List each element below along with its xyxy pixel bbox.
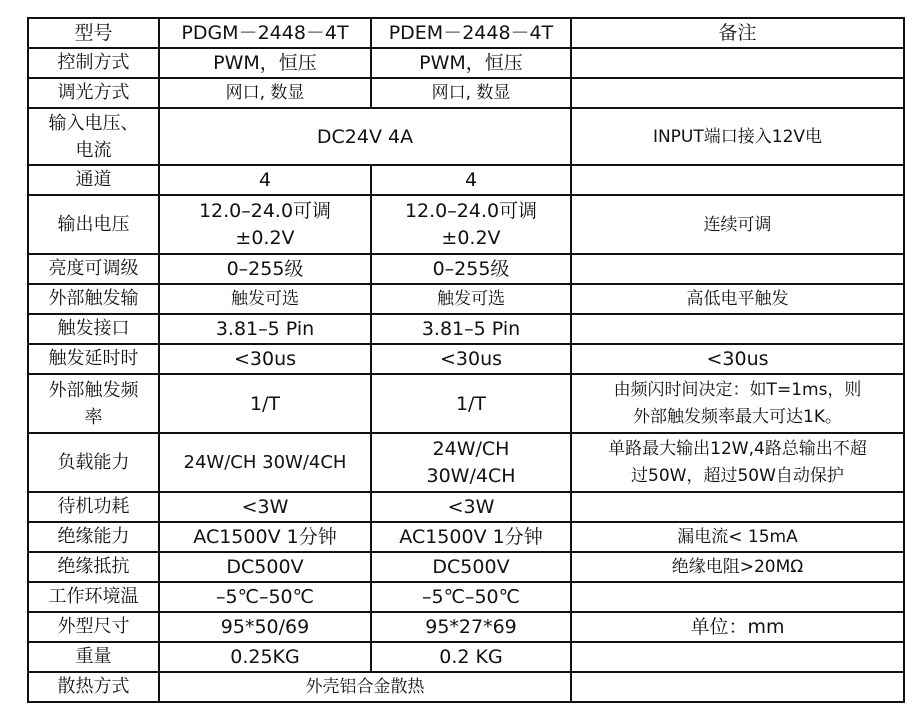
row-label: 绝缘抵抗 — [28, 552, 159, 582]
merged-value: 外壳铝合金散热 — [159, 672, 571, 702]
value-line: 12.0–24.0可调 — [198, 199, 332, 222]
row-label: 触发延时时 — [28, 344, 159, 374]
model-b-value: AC1500V 1分钟 — [371, 522, 571, 552]
row-dimming-mode — [28, 78, 904, 108]
model-a-value: DC500V — [159, 552, 371, 582]
value-line: ±0.2V — [235, 226, 295, 249]
model-b-value: 3.81–5 Pin — [371, 314, 571, 344]
note-value — [571, 433, 904, 492]
row-label-line: 率 — [84, 406, 103, 428]
table-header-row — [28, 18, 904, 48]
model-b-value: PWM，恒压 — [371, 48, 571, 78]
row-label: 重量 — [28, 642, 159, 672]
row-label-line: 电流 — [75, 139, 112, 161]
row-trigger-delay — [28, 344, 904, 374]
row-operating-temp — [28, 582, 904, 612]
model-b-value: 4 — [371, 165, 571, 195]
value-line: 30W/4CH — [426, 464, 516, 487]
row-label: 控制方式 — [28, 48, 159, 78]
model-a-value: <3W — [159, 492, 371, 522]
header-model-a: PDGM－2448－4T — [159, 18, 371, 48]
note-value — [571, 78, 904, 108]
row-label — [28, 108, 159, 165]
row-label: 散热方式 — [28, 672, 159, 702]
model-a-value: 4 — [159, 165, 371, 195]
row-output-voltage — [28, 195, 904, 254]
model-b-value: 0.2 KG — [371, 642, 571, 672]
row-insulation-resistance — [28, 552, 904, 582]
note-value: <30us — [571, 344, 904, 374]
model-b-value: 0–255级 — [371, 254, 571, 284]
note-value — [571, 582, 904, 612]
note-value: 连续可调 — [571, 195, 904, 254]
header-label-cell: 型号 — [28, 18, 159, 48]
model-a-value — [159, 195, 371, 254]
model-b-value — [371, 433, 571, 492]
row-load-capacity — [28, 433, 904, 492]
row-trigger-interface — [28, 314, 904, 344]
note-value — [571, 254, 904, 284]
note-line: 外部触发频率最大可达1K。 — [633, 406, 842, 427]
row-label: 外部触发输 — [28, 284, 159, 314]
value-line: ±0.2V — [441, 226, 501, 249]
model-a-value: –5℃–50℃ — [159, 582, 371, 612]
note-value: 高低电平触发 — [571, 284, 904, 314]
note-value — [571, 672, 904, 702]
note-value: 绝缘电阻>20MΩ — [571, 552, 904, 582]
value-line: 24W/CH — [432, 437, 510, 460]
row-label: 负载能力 — [28, 433, 159, 492]
header-model-b: PDEM－2448－4T — [371, 18, 571, 48]
row-label: 工作环境温 — [28, 582, 159, 612]
row-label: 待机功耗 — [28, 492, 159, 522]
row-label: 触发接口 — [28, 314, 159, 344]
model-b-value: –5℃–50℃ — [371, 582, 571, 612]
row-weight — [28, 642, 904, 672]
model-a-value: 网口, 数显 — [159, 78, 371, 108]
row-trigger-frequency — [28, 374, 904, 433]
row-label: 绝缘能力 — [28, 522, 159, 552]
row-label: 外型尺寸 — [28, 612, 159, 642]
note-line: 过50W，超过50W自动保护 — [631, 465, 844, 486]
model-a-value: 0.25KG — [159, 642, 371, 672]
note-line: 由频闪时间决定：如T=1ms，则 — [613, 379, 862, 400]
row-heat-dissipation — [28, 672, 904, 702]
model-b-value: 1/T — [371, 374, 571, 433]
row-label: 调光方式 — [28, 78, 159, 108]
row-label-line: 外部触发频 — [48, 379, 139, 401]
row-label-line: 输入电压、 — [48, 112, 139, 134]
note-value — [571, 165, 904, 195]
row-brightness-levels — [28, 254, 904, 284]
note-value: INPUT端口接入12V电 — [571, 108, 904, 165]
model-a-value: 3.81–5 Pin — [159, 314, 371, 344]
row-standby-power — [28, 492, 904, 522]
model-b-value: 触发可选 — [371, 284, 571, 314]
model-a-value: PWM，恒压 — [159, 48, 371, 78]
row-insulation-capacity — [28, 522, 904, 552]
model-b-value — [371, 195, 571, 254]
model-a-value: AC1500V 1分钟 — [159, 522, 371, 552]
row-external-trigger — [28, 284, 904, 314]
model-a-value: 0–255级 — [159, 254, 371, 284]
header-note: 备注 — [571, 18, 904, 48]
note-value: 漏电流< 15mA — [571, 522, 904, 552]
model-a-value: 1/T — [159, 374, 371, 433]
model-b-value: DC500V — [371, 552, 571, 582]
note-value — [571, 642, 904, 672]
model-b-value: <30us — [371, 344, 571, 374]
row-dimensions — [28, 612, 904, 642]
note-value — [571, 374, 904, 433]
row-channels — [28, 165, 904, 195]
merged-value: DC24V 4A — [159, 108, 571, 165]
note-value — [571, 48, 904, 78]
row-control-mode — [28, 48, 904, 78]
note-value: 单位：mm — [571, 612, 904, 642]
note-value — [571, 314, 904, 344]
row-label: 输出电压 — [28, 195, 159, 254]
value-line: 12.0–24.0可调 — [404, 199, 538, 222]
row-label: 通道 — [28, 165, 159, 195]
row-label — [28, 374, 159, 433]
model-a-value: 24W/CH 30W/4CH — [159, 433, 371, 492]
model-a-value: 95*50/69 — [159, 612, 371, 642]
model-b-value: 95*27*69 — [371, 612, 571, 642]
row-label: 亮度可调级 — [28, 254, 159, 284]
model-b-value: 网口, 数显 — [371, 78, 571, 108]
row-input-voltage — [28, 108, 904, 165]
model-a-value: <30us — [159, 344, 371, 374]
model-b-value: <3W — [371, 492, 571, 522]
note-value — [571, 492, 904, 522]
spec-table — [27, 17, 905, 703]
note-line: 单路最大输出12W,4路总输出不超 — [608, 438, 867, 459]
model-a-value: 触发可选 — [159, 284, 371, 314]
